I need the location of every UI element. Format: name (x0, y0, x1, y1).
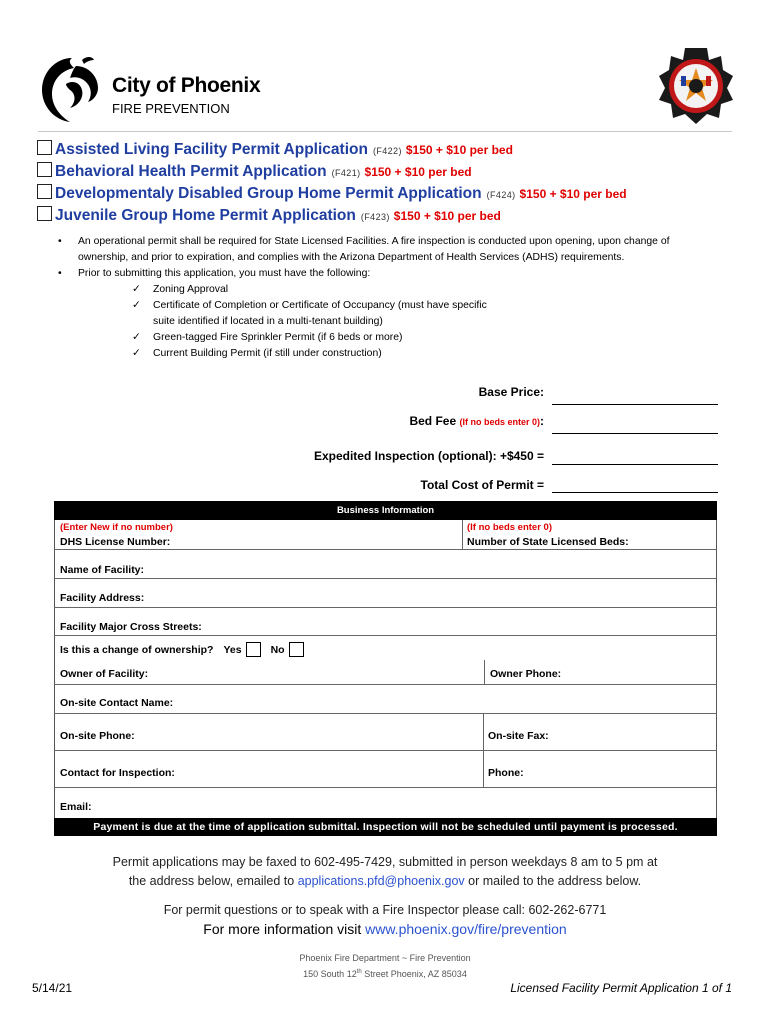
column-divider (483, 713, 484, 787)
dhs-license-field[interactable]: DHS License Number: (60, 536, 171, 548)
checkbox-juvenile-group-home[interactable] (37, 206, 52, 221)
row-divider (54, 578, 717, 579)
onsite-phone-field[interactable]: On-site Phone: (60, 730, 135, 742)
bed-fee-label: Bed Fee (If no beds enter 0): (409, 414, 544, 428)
permit-price: $150 + $10 per bed (364, 165, 472, 179)
checkbox-behavioral-health[interactable] (37, 162, 52, 177)
dhs-license-note: (Enter New if no number) (60, 522, 173, 533)
checklist-item: ✓ Certificate of Completion or Certificate of Occupancy (must have specific (56, 298, 706, 314)
permit-price: $150 + $10 per bed (405, 143, 513, 157)
permit-title: Developmentaly Disabled Group Home Permit Application (55, 185, 482, 202)
fire-department-badge-icon (659, 46, 733, 126)
check-icon: ✓ (132, 300, 141, 311)
ownership-no-checkbox[interactable] (289, 642, 304, 657)
licensed-beds-note: (If no beds enter 0) (467, 522, 552, 533)
permit-code: (F423) (360, 212, 390, 222)
requirements-list (56, 234, 706, 362)
permit-code: (F422) (372, 146, 402, 156)
inspection-contact-field[interactable]: Contact for Inspection: (60, 767, 175, 779)
more-information-line: For more information visit www.phoenix.gov/fire/prevention (203, 921, 567, 937)
footer-organization: Phoenix Fire Department ~ Fire Prevention (299, 953, 471, 963)
permit-price: $150 + $10 per bed (519, 187, 627, 201)
row-divider (54, 750, 717, 751)
business-information-heading: Business Information (54, 501, 717, 520)
business-information-table (54, 501, 717, 836)
base-price-input[interactable] (552, 404, 718, 405)
checklist-item: ✓ Green-tagged Fire Sprinkler Permit (if 6 beds or more) (56, 330, 706, 346)
total-cost-input[interactable] (552, 492, 718, 493)
base-price-label: Base Price: (478, 385, 544, 399)
payment-notice: Payment is due at the time of application submittal. Inspection will not be scheduled until payment is processed. (54, 818, 717, 836)
prevention-website-link[interactable]: www.phoenix.gov/fire/prevention (365, 921, 567, 937)
licensed-beds-field[interactable]: Number of State Licensed Beds: (467, 536, 629, 548)
row-divider (54, 684, 717, 685)
ownership-change-question: Is this a change of ownership? Yes No (60, 642, 304, 657)
check-icon: ✓ (132, 284, 141, 295)
applications-email-link[interactable]: applications.pfd@phoenix.gov (297, 874, 465, 888)
bed-fee-note: (If no beds enter 0) (459, 417, 540, 427)
requirement-bullet: • Prior to submitting this application, you must have the following: (56, 266, 706, 282)
permit-title: Behavioral Health Permit Application (55, 163, 327, 180)
bed-fee-input[interactable] (552, 433, 718, 434)
revision-date: 5/14/21 (32, 981, 73, 995)
footer-address: 150 South 12th Street Phoenix, AZ 85034 (303, 969, 467, 979)
expedited-inspection-label: Expedited Inspection (optional): +$450 = (313, 449, 544, 463)
row-divider (54, 635, 717, 636)
check-icon: ✓ (132, 332, 141, 343)
owner-field[interactable]: Owner of Facility: (60, 668, 149, 680)
inspector-phone-line: For permit questions or to speak with a Fire Inspector please call: 602-262-6771 (163, 903, 607, 917)
email-field[interactable]: Email: (60, 801, 92, 813)
facility-address-field[interactable]: Facility Address: (60, 592, 145, 604)
checkbox-developmentally-disabled[interactable] (37, 184, 52, 199)
department-name: FIRE PREVENTION (112, 101, 230, 116)
submission-instructions-line2: the address below, emailed to applications.pfd@phoenix.gov or mailed to the address below. (128, 874, 642, 888)
checklist-item: ✓ Current Building Permit (if still under construction) (56, 346, 706, 362)
facility-name-field[interactable]: Name of Facility: (60, 564, 145, 576)
phoenix-bird-logo (36, 54, 108, 124)
permit-option-behavioral-health[interactable] (37, 161, 472, 183)
checklist-item: ✓ Zoning Approval (56, 282, 706, 298)
prerequisite-checklist (56, 282, 706, 362)
onsite-contact-field[interactable]: On-site Contact Name: (60, 697, 174, 709)
cross-streets-field[interactable]: Facility Major Cross Streets: (60, 621, 202, 633)
check-icon: ✓ (132, 348, 141, 359)
requirement-bullet: • An operational permit shall be required for State Licensed Facilities. A fire inspection is conducted upon opening, upon change of ownership, and prior to expiration, and complies with the Arizona Department of Health Services (ADHS) requirements. (56, 234, 706, 266)
permit-title: Juvenile Group Home Permit Application (55, 207, 356, 224)
checklist-item-continued: suite identified if located in a multi-tenant building) (153, 316, 383, 327)
permit-code: (F424) (486, 190, 516, 200)
expedited-inspection-input[interactable] (552, 464, 718, 465)
permit-option-assisted-living[interactable] (37, 139, 513, 161)
row-divider (54, 713, 717, 714)
header-divider (38, 131, 732, 132)
row-divider (54, 787, 717, 788)
total-cost-label: Total Cost of Permit = (420, 478, 544, 492)
permit-option-juvenile-group-home[interactable] (37, 205, 501, 227)
ownership-yes-checkbox[interactable] (246, 642, 261, 657)
permit-option-developmentally-disabled[interactable] (37, 183, 627, 205)
permit-price: $150 + $10 per bed (393, 209, 501, 223)
permit-code: (F421) (331, 168, 361, 178)
row-divider (54, 607, 717, 608)
submission-instructions-line1: Permit applications may be faxed to 602-495-7429, submitted in person weekdays 8 am to 5 pm at (112, 855, 658, 869)
onsite-fax-field[interactable]: On-site Fax: (488, 730, 549, 742)
checkbox-assisted-living[interactable] (37, 140, 52, 155)
column-divider (484, 660, 485, 684)
owner-phone-field[interactable]: Owner Phone: (490, 668, 562, 680)
row-divider (54, 549, 717, 550)
inspection-phone-field[interactable]: Phone: (488, 767, 524, 779)
city-name: City of Phoenix (112, 74, 261, 97)
form-title-footer: Licensed Facility Permit Application 1 of 1 (510, 981, 732, 995)
column-divider (462, 520, 463, 549)
permit-title: Assisted Living Facility Permit Application (55, 141, 368, 158)
